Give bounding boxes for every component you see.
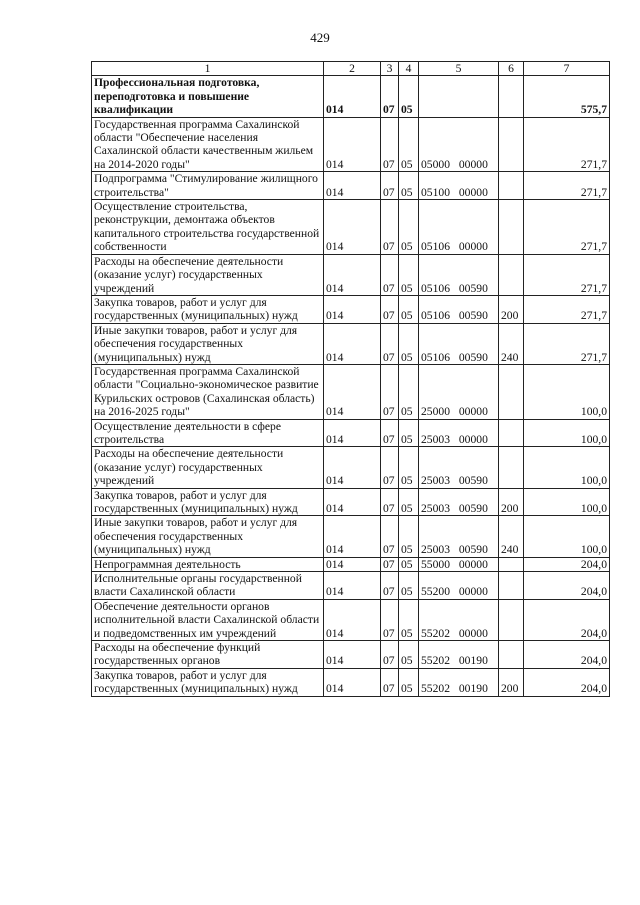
- row-name: Закупка товаров, работ и услуг для государственных (муниципальных) нужд: [92, 668, 324, 696]
- row-name: Государственная программа Сахалинской области "Социально-экономическое развитие Курильских островов (Сахалинская область) на 2016-2025 годы": [92, 364, 324, 419]
- row-expense-type: [499, 200, 524, 255]
- row-subsection-code: 05: [399, 117, 419, 172]
- row-name: Исполнительные органы государственной власти Сахалинской области: [92, 572, 324, 600]
- row-ved-code: 014: [324, 516, 381, 557]
- table-row: [92, 76, 610, 117]
- row-amount: 271,7: [524, 323, 610, 364]
- row-target-article: 25003 00590: [419, 488, 499, 516]
- row-target-article: 25000 00000: [419, 364, 499, 419]
- table-row: [92, 516, 610, 557]
- row-target-article: 55202 00190: [419, 641, 499, 669]
- row-expense-type: [499, 76, 524, 117]
- row-ved-code: 014: [324, 254, 381, 295]
- budget-table: [91, 61, 610, 697]
- row-name: Расходы на обеспечение деятельности (оказание услуг) государственных учреждений: [92, 254, 324, 295]
- row-section-code: 07: [381, 668, 399, 696]
- row-ved-code: 014: [324, 172, 381, 200]
- table-row: [92, 364, 610, 419]
- row-subsection-code: 05: [399, 76, 419, 117]
- row-amount: 204,0: [524, 668, 610, 696]
- row-name: Обеспечение деятельности органов исполнительной власти Сахалинской области и подведомственных им учреждений: [92, 599, 324, 640]
- row-amount: 100,0: [524, 447, 610, 488]
- col-header-2: 2: [324, 62, 381, 76]
- row-section-code: 07: [381, 488, 399, 516]
- row-name: Непрограммная деятельность: [92, 557, 324, 571]
- row-target-article: 55202 00190: [419, 668, 499, 696]
- row-expense-type: [499, 117, 524, 172]
- row-subsection-code: 05: [399, 572, 419, 600]
- row-name: Профессиональная подготовка, переподготовка и повышение квалификации: [92, 76, 324, 117]
- col-header-5: 5: [419, 62, 499, 76]
- row-subsection-code: 05: [399, 488, 419, 516]
- row-name: Расходы на обеспечение функций государственных органов: [92, 641, 324, 669]
- row-subsection-code: 05: [399, 599, 419, 640]
- row-target-article: 05106 00000: [419, 200, 499, 255]
- row-subsection-code: 05: [399, 323, 419, 364]
- row-ved-code: 014: [324, 447, 381, 488]
- col-header-4: 4: [399, 62, 419, 76]
- row-subsection-code: 05: [399, 295, 419, 323]
- table-body: [92, 76, 610, 696]
- row-expense-type: [499, 364, 524, 419]
- row-expense-type: [499, 599, 524, 640]
- row-ved-code: 014: [324, 641, 381, 669]
- row-ved-code: 014: [324, 572, 381, 600]
- row-name: Подпрограмма "Стимулирование жилищного строительства": [92, 172, 324, 200]
- row-target-article: 05000 00000: [419, 117, 499, 172]
- row-section-code: 07: [381, 200, 399, 255]
- row-ved-code: 014: [324, 295, 381, 323]
- row-target-article: 05106 00590: [419, 323, 499, 364]
- row-section-code: 07: [381, 516, 399, 557]
- row-amount: 204,0: [524, 557, 610, 571]
- row-target-article: [419, 76, 499, 117]
- row-expense-type: [499, 641, 524, 669]
- table-row: [92, 488, 610, 516]
- col-header-1: 1: [92, 62, 324, 76]
- row-ved-code: 014: [324, 599, 381, 640]
- row-section-code: 07: [381, 447, 399, 488]
- row-ved-code: 014: [324, 557, 381, 571]
- row-target-article: 55000 00000: [419, 557, 499, 571]
- row-target-article: 05106 00590: [419, 254, 499, 295]
- row-amount: 100,0: [524, 488, 610, 516]
- row-subsection-code: 05: [399, 200, 419, 255]
- row-amount: 271,7: [524, 172, 610, 200]
- row-amount: 100,0: [524, 516, 610, 557]
- row-name: Закупка товаров, работ и услуг для государственных (муниципальных) нужд: [92, 488, 324, 516]
- row-name: Расходы на обеспечение деятельности (оказание услуг) государственных учреждений: [92, 447, 324, 488]
- row-subsection-code: 05: [399, 419, 419, 447]
- row-subsection-code: 05: [399, 641, 419, 669]
- row-section-code: 07: [381, 364, 399, 419]
- row-section-code: 07: [381, 572, 399, 600]
- row-target-article: 25003 00590: [419, 516, 499, 557]
- row-expense-type: [499, 447, 524, 488]
- row-amount: 204,0: [524, 599, 610, 640]
- row-expense-type: [499, 172, 524, 200]
- row-name: Закупка товаров, работ и услуг для государственных (муниципальных) нужд: [92, 295, 324, 323]
- row-expense-type: 200: [499, 488, 524, 516]
- table-row: [92, 117, 610, 172]
- row-name: Осуществление деятельности в сфере строительства: [92, 419, 324, 447]
- page-number: 429: [310, 30, 330, 45]
- row-expense-type: 240: [499, 323, 524, 364]
- row-section-code: 07: [381, 117, 399, 172]
- row-subsection-code: 05: [399, 516, 419, 557]
- table-row: [92, 323, 610, 364]
- row-name: Иные закупки товаров, работ и услуг для обеспечения государственных (муниципальных) нужд: [92, 516, 324, 557]
- table-row: [92, 254, 610, 295]
- row-section-code: 07: [381, 295, 399, 323]
- row-amount: 204,0: [524, 572, 610, 600]
- table-row: [92, 599, 610, 640]
- row-section-code: 07: [381, 172, 399, 200]
- row-section-code: 07: [381, 557, 399, 571]
- table-row: [92, 419, 610, 447]
- table-row: [92, 641, 610, 669]
- row-ved-code: 014: [324, 323, 381, 364]
- row-section-code: 07: [381, 323, 399, 364]
- row-subsection-code: 05: [399, 172, 419, 200]
- row-ved-code: 014: [324, 117, 381, 172]
- col-header-7: 7: [524, 62, 610, 76]
- row-amount: 271,7: [524, 295, 610, 323]
- row-section-code: 07: [381, 599, 399, 640]
- row-expense-type: 200: [499, 295, 524, 323]
- row-amount: 100,0: [524, 419, 610, 447]
- row-subsection-code: 05: [399, 557, 419, 571]
- row-target-article: 05106 00590: [419, 295, 499, 323]
- row-target-article: 55200 00000: [419, 572, 499, 600]
- row-section-code: 07: [381, 76, 399, 117]
- table-row: [92, 572, 610, 600]
- row-name: Государственная программа Сахалинской области "Обеспечение населения Сахалинской области качественным жильем на 2014-2020 годы": [92, 117, 324, 172]
- row-target-article: 25003 00590: [419, 447, 499, 488]
- row-section-code: 07: [381, 254, 399, 295]
- col-header-3: 3: [381, 62, 399, 76]
- row-ved-code: 014: [324, 668, 381, 696]
- row-section-code: 07: [381, 419, 399, 447]
- row-expense-type: [499, 572, 524, 600]
- row-target-article: 55202 00000: [419, 599, 499, 640]
- table-row: [92, 172, 610, 200]
- row-ved-code: 014: [324, 419, 381, 447]
- row-section-code: 07: [381, 641, 399, 669]
- row-amount: 575,7: [524, 76, 610, 117]
- row-ved-code: 014: [324, 488, 381, 516]
- row-amount: 204,0: [524, 641, 610, 669]
- row-subsection-code: 05: [399, 668, 419, 696]
- row-expense-type: [499, 557, 524, 571]
- row-amount: 100,0: [524, 364, 610, 419]
- table-row: [92, 447, 610, 488]
- row-expense-type: [499, 419, 524, 447]
- col-header-6: 6: [499, 62, 524, 76]
- row-name: Осуществление строительства, реконструкции, демонтажа объектов капитального строительства государственной собственности: [92, 200, 324, 255]
- row-expense-type: [499, 254, 524, 295]
- row-name: Иные закупки товаров, работ и услуг для обеспечения государственных (муниципальных) нужд: [92, 323, 324, 364]
- table-row: [92, 295, 610, 323]
- row-target-article: 05100 00000: [419, 172, 499, 200]
- row-amount: 271,7: [524, 200, 610, 255]
- row-subsection-code: 05: [399, 254, 419, 295]
- table-row: [92, 668, 610, 696]
- row-ved-code: 014: [324, 200, 381, 255]
- row-subsection-code: 05: [399, 447, 419, 488]
- row-target-article: 25003 00000: [419, 419, 499, 447]
- table-row: [92, 200, 610, 255]
- header-row: [92, 62, 610, 76]
- row-expense-type: 240: [499, 516, 524, 557]
- row-expense-type: 200: [499, 668, 524, 696]
- row-ved-code: 014: [324, 76, 381, 117]
- row-amount: 271,7: [524, 117, 610, 172]
- row-amount: 271,7: [524, 254, 610, 295]
- row-subsection-code: 05: [399, 364, 419, 419]
- table-row: [92, 557, 610, 571]
- row-ved-code: 014: [324, 364, 381, 419]
